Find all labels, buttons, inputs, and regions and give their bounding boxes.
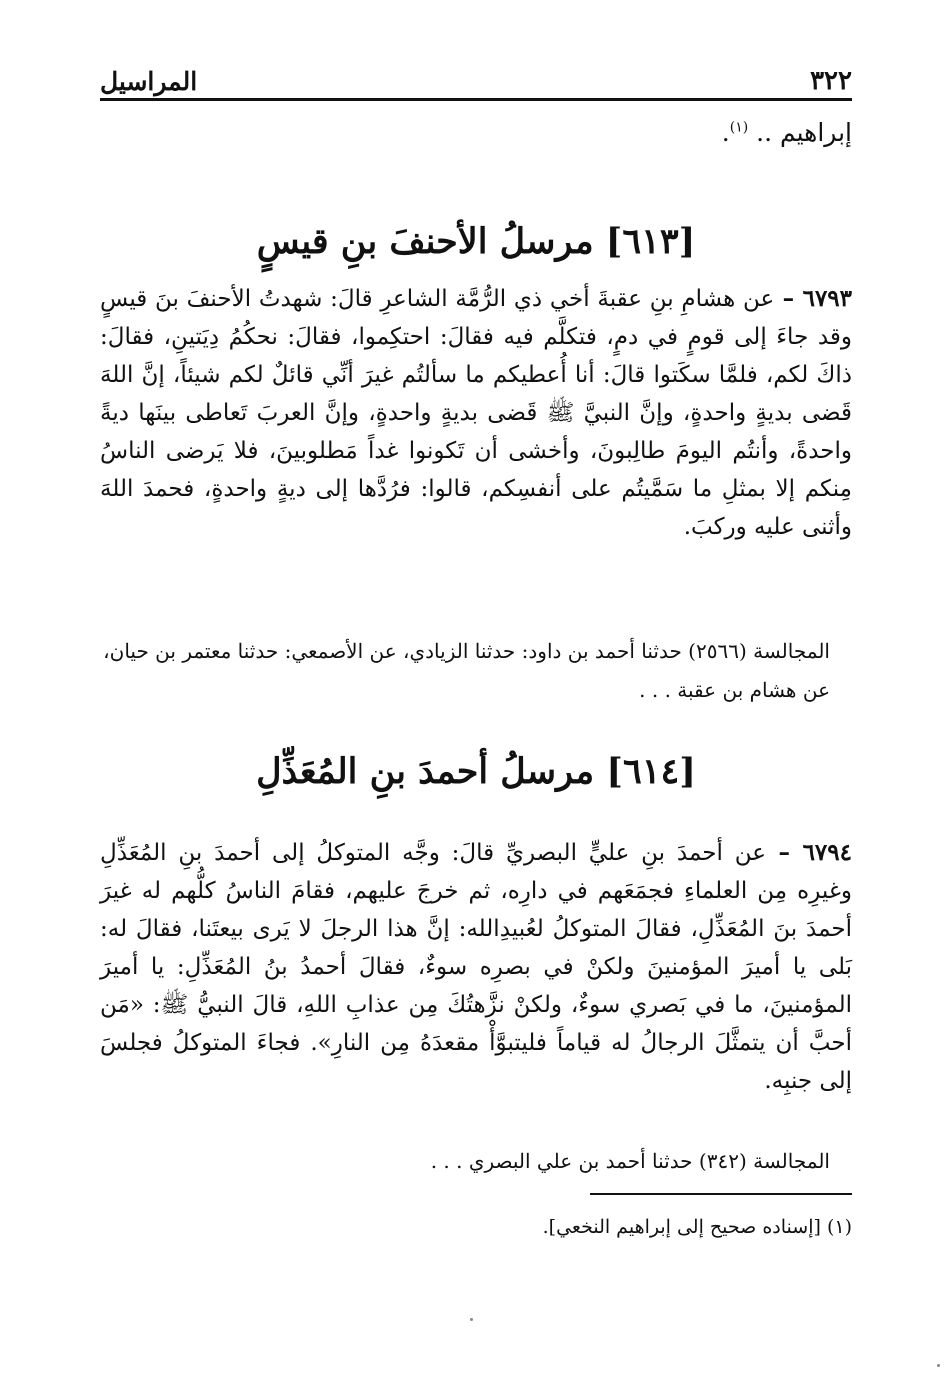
- hadith-text: عن هشامِ بنِ عقبةَ أخي ذي الرُّمَّة الشاعرِ قالَ: شهدتُ الأحنفَ بنَ قيسٍ وقد جاءَ إلى قومٍ في دمٍ، فتكلَّم فيه فقالَ: احتكِموا، فقالَ: نحكُمُ دِيَتينِ، فقالَ: ذاكَ لكم، فلمَّا سكَتوا قالَ: أنا أُعطيكم ما سألتُم غيرَ أنِّي قائلٌ لكم شيئاً، إنَّ اللهَ قَضى بديةٍ واحدةٍ، وإنَّ النبيَّ ﷺ قَضى بديةٍ واحدةٍ، وإنَّ العربَ تَعاطى بينَها ديةً واحدةً، وأنتُم اليومَ طالِبونَ، وأخشى أن تَكونوا غداً مَطلوبينَ، فلا يَرضى الناسُ مِنكم إلا بمثلِ ما سَمَّيتُم على أنفسِكم، قالوا: فرُدَّها إلى ديةٍ واحدةٍ، فحمدَ اللهَ وأثنى عليه وركبَ.: [100, 286, 853, 540]
- section-heading-614: [٦١٤] مرسلُ أحمدَ بنِ المُعَذِّلِ: [256, 751, 696, 792]
- scan-speck: [937, 1364, 940, 1367]
- continuation-trailing: .: [721, 118, 730, 147]
- hadith-6794: [100, 834, 852, 1100]
- hadith-text: عن أحمدَ بنِ عليٍّ البصريِّ قالَ: وجَّه المتوكلُ إلى أحمدَ بنِ المُعَذِّلِ وغيرِه مِن العلماءِ فجمَعَهم في دارِه، ثم خرجَ عليهم، فقامَ الناسُ كلُّهم له غيرَ أحمدَ بنَ المُعَذِّلِ، فقالَ المتوكلُ لعُبيدِالله: إنَّ هذا الرجلَ لا يَرى بيعتَنا، فقالَ له: بَلى يا أميرَ المؤمنينَ ولكنْ في بصرِه سوءٌ، فقالَ أحمدُ بنُ المُعَذِّلِ: يا أميرَ المؤمنينَ، ما في بَصري سوءٌ، ولكنْ نزَّهتُكَ مِن عذابِ اللهِ، قالَ النبيُّ ﷺ: «مَن أحبَّ أن يتمثَّلَ الرجالُ له قياماً فليتبوَّأْ مقعدَهُ مِن النارِ». فجاءَ المتوكلُ فجلسَ إلى جنبِه.: [100, 840, 852, 1094]
- continuation-text: إبراهيم ..: [748, 118, 852, 147]
- running-title: المراسيل: [100, 67, 198, 96]
- scan-speck: [470, 1318, 473, 1321]
- hadith-number: ٦٧٩٣ –: [774, 285, 853, 312]
- source-citation-614: المجالسة (٣٤٢) حدثنا أحمد بن علي البصري . . .: [430, 1149, 830, 1173]
- page-number: ٣٢٢: [810, 66, 852, 96]
- hadith-6793: [100, 280, 852, 546]
- footnote-reference: (١): [729, 119, 749, 136]
- footnote-marker: (١): [826, 1216, 852, 1238]
- section-heading-613: [٦١٣] مرسلُ الأحنفَ بنِ قيسٍ: [256, 221, 696, 262]
- footnote: [543, 1216, 852, 1238]
- continuation-line: [722, 118, 852, 147]
- page-header: [100, 58, 852, 101]
- footnote-text: [إسناده صحيح إلى إبراهيم النخعي].: [542, 1216, 821, 1238]
- source-citation-613: المجالسة (٢٥٦٦) حدثنا أحمد بن داود: حدثنا الزيادي، عن الأصمعي: حدثنا معتمر بن حيان، عن هشام بن عقبة . . .: [103, 639, 830, 702]
- hadith-number: ٦٧٩٤ –: [765, 839, 852, 866]
- footnote-separator: [590, 1193, 852, 1195]
